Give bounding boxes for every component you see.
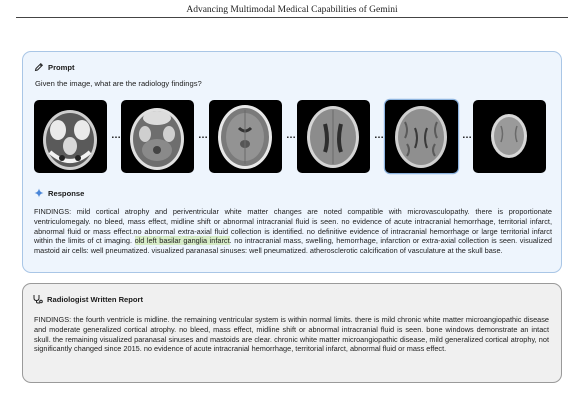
report-heading <box>32 294 143 304</box>
stethoscope-icon <box>32 294 43 304</box>
pencil-icon <box>34 62 44 72</box>
response-title: Response <box>48 188 85 198</box>
report-text: FINDINGS: the fourth ventricle is midline. the remaining ventricular system is within normal limits. there is mild chronic white matter microangiopathic disease and moderate generalized cortical atrophy. no bleed, mass effect, midline shift or abnormal intracranial fluid is seen. bone windows demonstrate an intact skull. the remaining visualized paranasal sinuses and mastoids are clear. chronic white matter microangiopathic disease, mild generalized cortical atrophy, not significantly changed since 2015. no evidence of acute intracranial hemorrhage, territorial infarct, abnormal fluid or mass effect. <box>34 315 549 354</box>
running-header: Advancing Multimodal Medical Capabilities of Gemini <box>186 5 398 15</box>
report-panel <box>22 283 562 383</box>
prompt-question: Given the image, what are the radiology findings? <box>35 79 202 88</box>
ct-scan-thumbnail <box>209 100 282 173</box>
scan-separator: … <box>111 130 121 141</box>
response-findings-part2: . no intracranial mass, swelling, hemorrhage, infarction or extra-axial collection is seen. visualized mastoid air cells: well pneumatized. visualized paranasal sinuses: well pneumatized. atherosclerotic calcification of vasculature at the skull base. <box>34 236 553 256</box>
report-title: Radiologist Written Report <box>47 294 144 304</box>
ct-scan-thumbnail <box>473 100 546 173</box>
ct-scan-thumbnail <box>121 100 194 173</box>
sparkle-icon <box>34 188 44 198</box>
response-findings-part1: FINDINGS: mild cortical atrophy and periventricular white matter changes are noted compatible with microvasculopathy. there is proportionate ventriculomegaly. no bleed, mass effect, midline shift or abnormal intracranial fluid is seen. no evidence of acute intracranial hemorrhage, territorial infarct, abnormal fluid or mass effect.no abnormal extra-axial fluid collection is identified. no definitive evidence of intracranial hemorrhage or large territorial infarct within the limits of ct imaging. <box>34 207 552 246</box>
response-text <box>34 207 552 256</box>
highlighted-finding: old left basilar ganglia infarct <box>134 236 230 246</box>
prompt-heading <box>34 62 75 72</box>
scan-separator: … <box>462 130 472 141</box>
ct-scan-strip <box>34 100 554 175</box>
header-rule <box>16 17 568 18</box>
scan-separator: … <box>374 130 384 141</box>
ct-scan-thumbnail-selected <box>385 100 458 173</box>
ct-scan-thumbnail <box>34 100 107 173</box>
scan-separator: … <box>286 130 296 141</box>
response-heading <box>34 188 84 198</box>
prompt-panel <box>22 51 562 273</box>
ct-scan-thumbnail <box>297 100 370 173</box>
scan-separator: … <box>198 130 208 141</box>
prompt-title: Prompt <box>48 62 75 72</box>
